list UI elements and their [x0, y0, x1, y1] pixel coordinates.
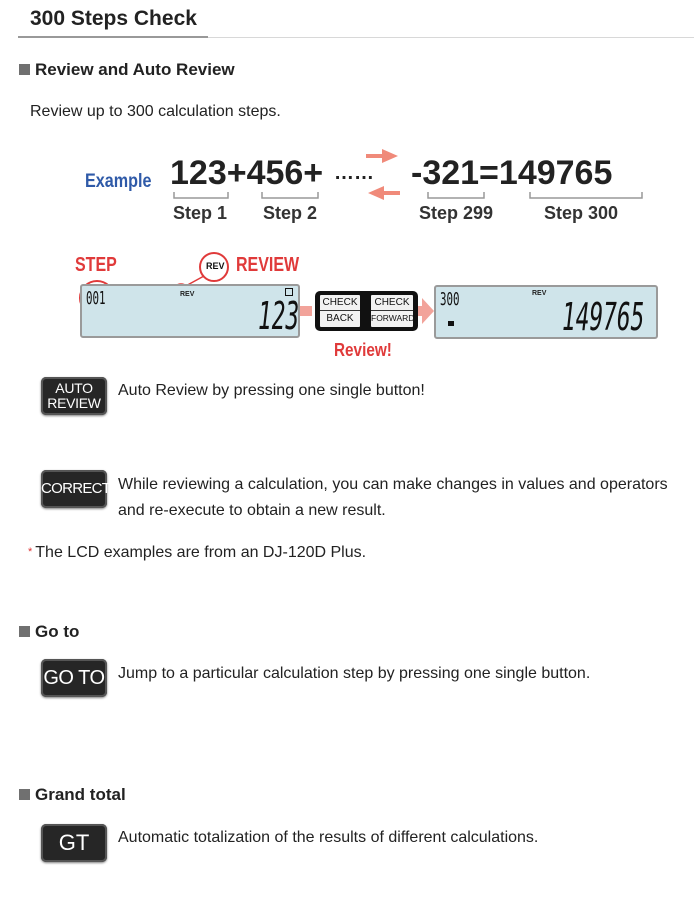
lcd-right-value: 149765: [562, 295, 645, 339]
goto-text: Jump to a particular calculation step by pressing one single button.: [118, 665, 591, 682]
footnote-text: The LCD examples are from an DJ-120D Plus.: [35, 544, 367, 561]
check-back-key-bottom: BACK: [326, 313, 354, 324]
bullet-square-icon: [19, 626, 30, 637]
check-back-key-top: CHECK: [320, 295, 360, 311]
section-heading-goto: [19, 622, 79, 642]
example-label: Example: [85, 171, 152, 192]
page-title-text: 300 Steps Check: [30, 7, 197, 30]
bullet-square-icon: [19, 64, 30, 75]
check-back-key[interactable]: [320, 295, 360, 327]
review-diagram: [70, 148, 660, 364]
step-label-2: Step 2: [263, 203, 318, 223]
check-forward-key-bottom: FORWARD: [371, 313, 415, 323]
lcd-right-step: 300: [440, 289, 460, 310]
example-expression-end: -321=149765: [411, 154, 613, 192]
lcd-footnote: [28, 544, 366, 562]
lcd-display-left: [80, 284, 300, 338]
step-callout-label: STEP: [75, 254, 117, 276]
review-caption: Review!: [334, 340, 392, 360]
example-ellipsis: ……: [334, 162, 374, 184]
back-arrow-icon: [368, 186, 400, 200]
auto-review-key: [41, 377, 107, 415]
step-label-1: Step 1: [173, 203, 228, 223]
bullet-square-icon: [19, 789, 30, 800]
page-title: [18, 2, 208, 38]
review-intro: Review up to 300 calculation steps.: [30, 103, 281, 120]
lcd-minus-icon: [448, 321, 454, 326]
step-label-299: Step 299: [419, 203, 494, 223]
section-heading-review: [19, 60, 235, 80]
title-divider: [208, 37, 694, 38]
grand-total-text: Automatic totalization of the results of different calculations.: [118, 829, 539, 846]
lcd-display-right: [434, 285, 658, 339]
lcd-left-value: 123: [258, 294, 300, 338]
step-label-300: Step 300: [544, 203, 619, 223]
check-forward-key[interactable]: [371, 295, 413, 327]
example-expression-start: 123+456+: [170, 154, 324, 192]
auto-review-text: Auto Review by pressing one single button!: [118, 382, 425, 399]
correct-text: While reviewing a calculation, you can make changes in values and operators and re-execute to obtain a new result.: [118, 476, 668, 519]
auto-review-key-line1: AUTO: [55, 380, 93, 396]
check-forward-key-top: CHECK: [371, 295, 413, 311]
section-heading-grand-total: [19, 785, 126, 805]
section-heading-text: Review and Auto Review: [35, 60, 235, 79]
auto-review-key-line2: REVIEW: [47, 395, 101, 411]
forward-arrow-icon: [366, 149, 398, 163]
section-heading-text: Go to: [35, 622, 80, 641]
correct-key: CORRECT: [41, 470, 107, 508]
rev-badge-text: REV: [206, 261, 225, 271]
goto-key: GO TO: [41, 659, 107, 697]
check-buttons-panel: [315, 291, 418, 331]
footnote-asterisk: *: [28, 546, 33, 558]
lcd-memory-icon: [285, 288, 293, 296]
review-callout-label: REVIEW: [236, 254, 300, 276]
lcd-left-step: 001: [86, 288, 106, 309]
gt-key: GT: [41, 824, 107, 862]
lcd-left-rev: REV: [180, 291, 195, 298]
lcd-right-rev: REV: [532, 290, 547, 297]
section-heading-text: Grand total: [35, 785, 126, 804]
